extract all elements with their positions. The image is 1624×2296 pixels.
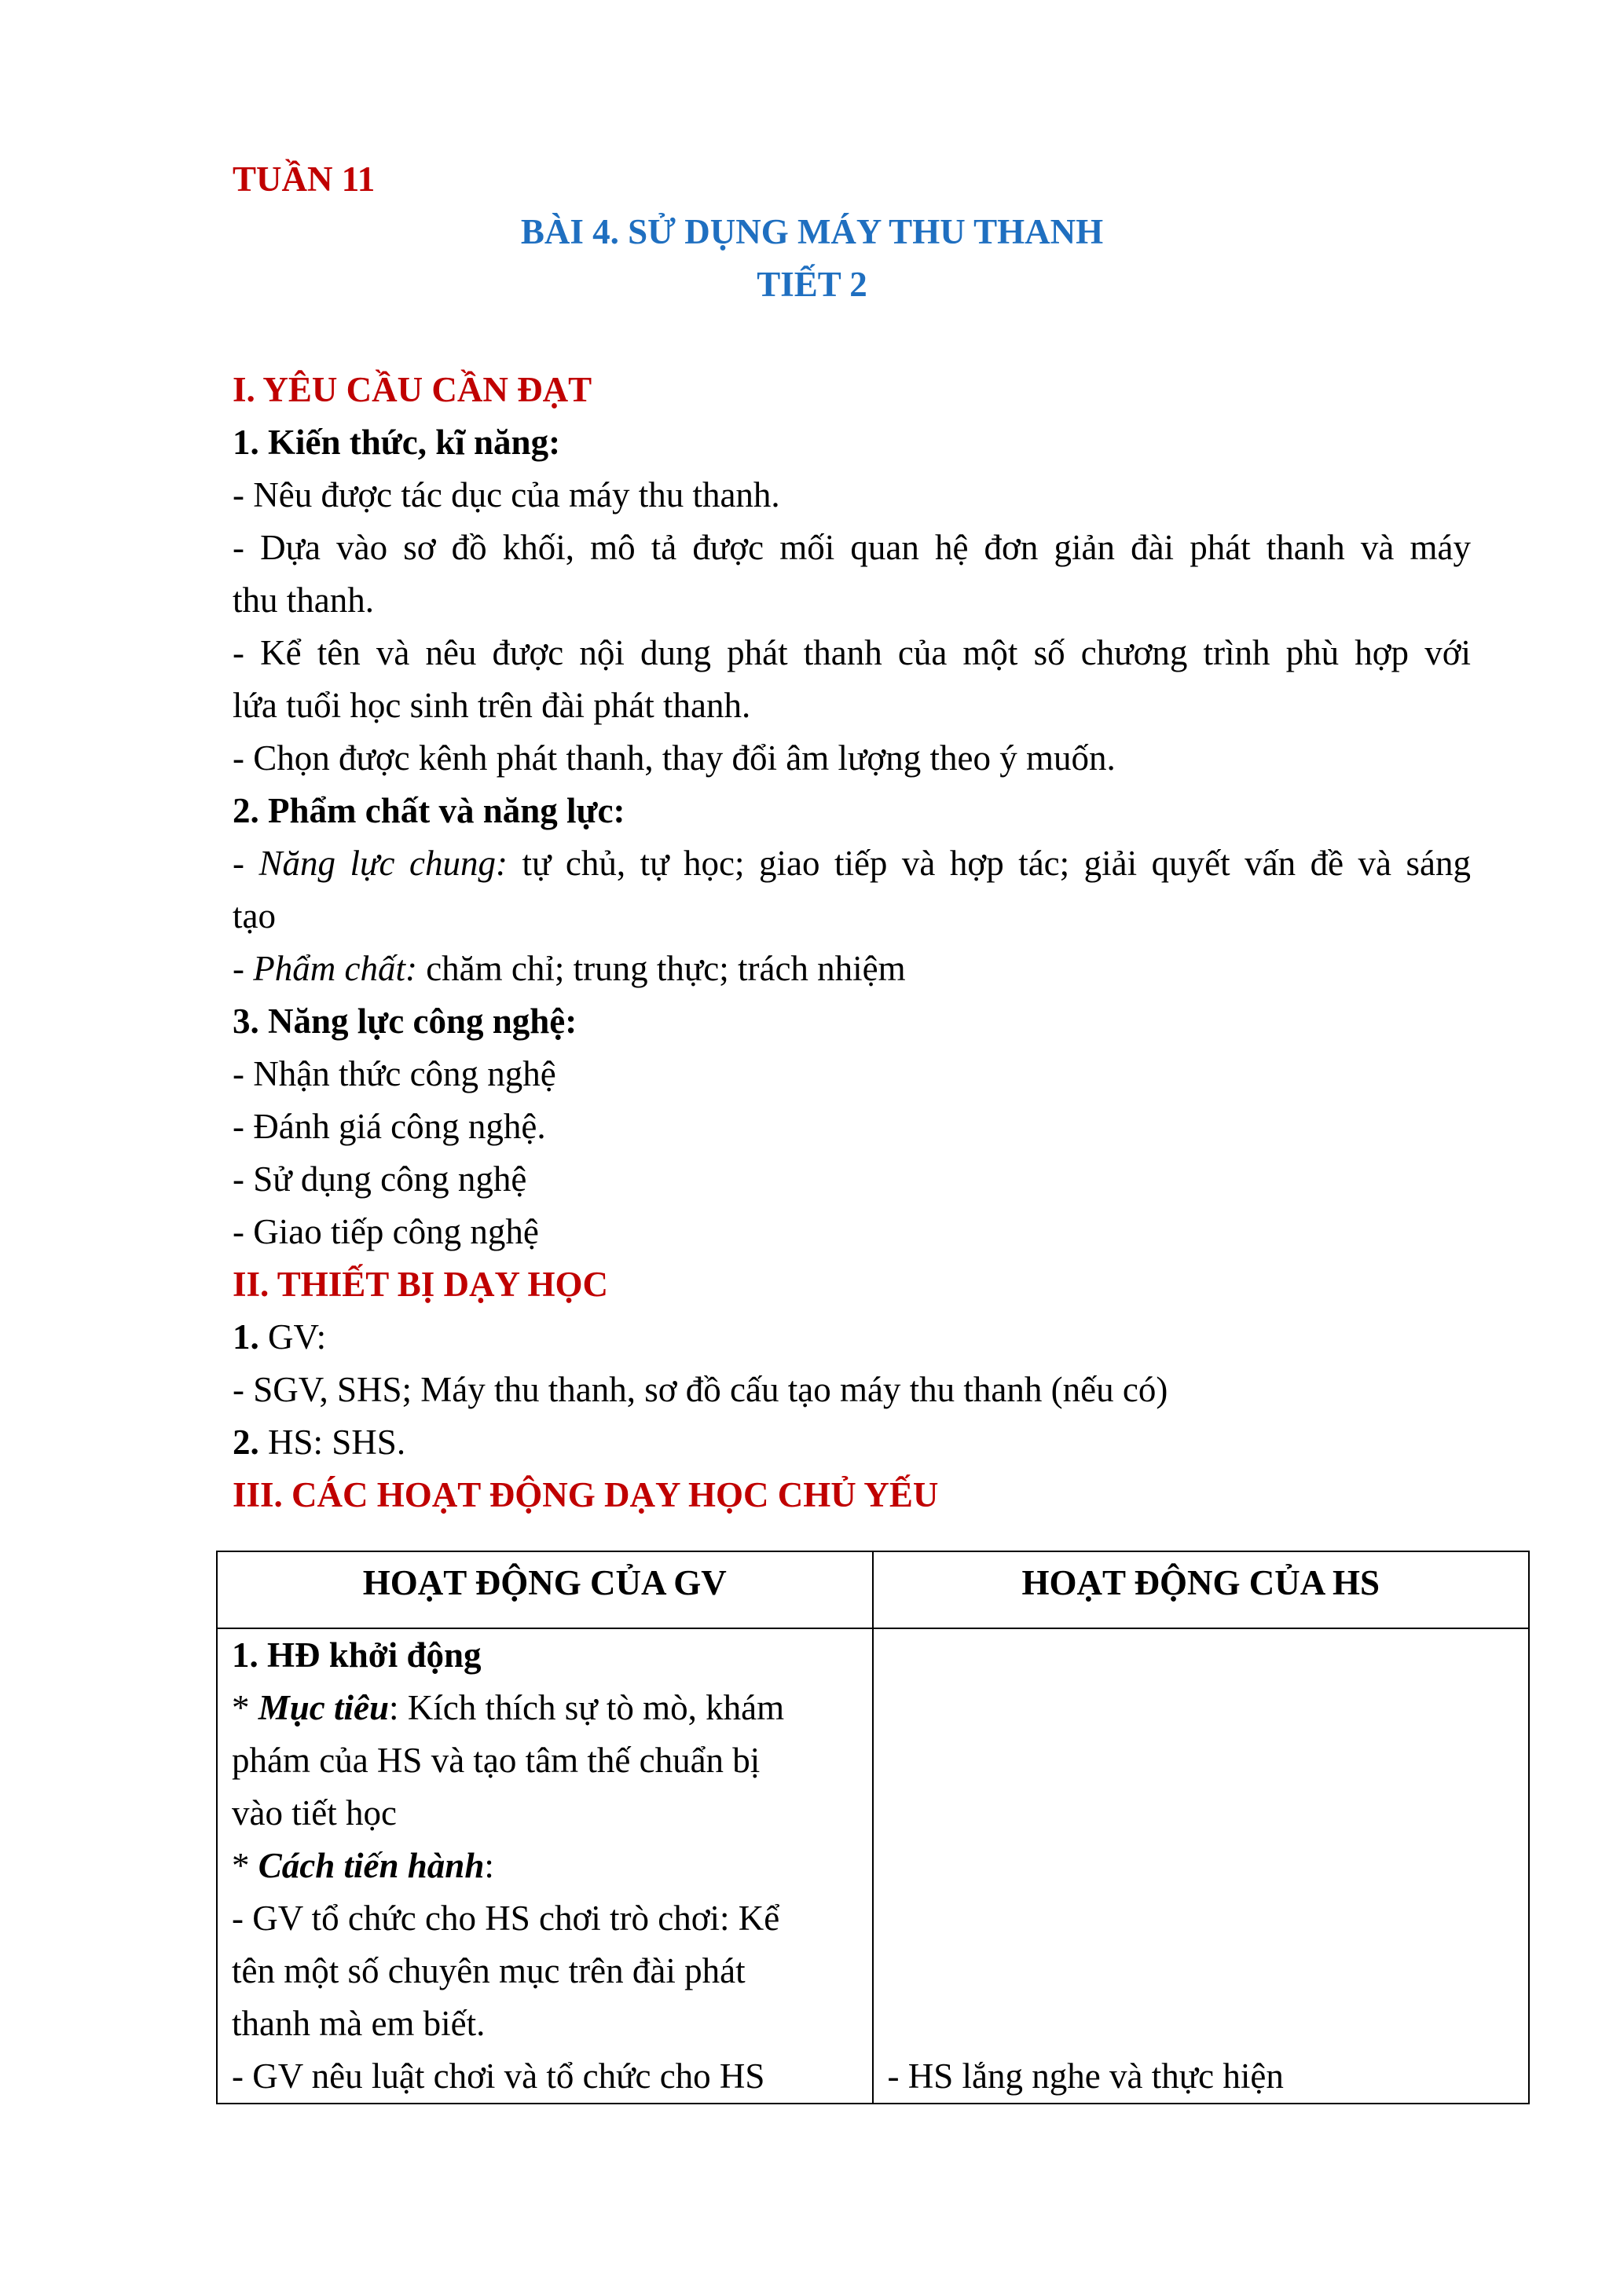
- knowledge-skills-heading: 1. Kiến thức, kĩ năng:: [233, 423, 561, 462]
- step-line: tên một số chuyên mục trên đài phát: [232, 1951, 746, 1990]
- teacher-materials: 1. GV:: [233, 1317, 327, 1357]
- tech-competence-item: - Sử dụng công nghệ: [233, 1159, 527, 1199]
- qualities-heading: 2. Phẩm chất và năng lực:: [233, 791, 625, 830]
- knowledge-item-cont: lứa tuổi học sinh trên đài phát thanh.: [233, 686, 751, 725]
- general-competence-cont: tạo: [233, 896, 276, 936]
- goal-line-cont: vào tiết học: [232, 1793, 397, 1833]
- tech-competence-item: - Giao tiếp công nghệ: [233, 1212, 539, 1251]
- tech-competence-item: - Nhận thức công nghệ: [233, 1054, 556, 1093]
- method-line: * Cách tiến hành:: [232, 1846, 494, 1885]
- teacher-activity-cell: [217, 1628, 873, 2104]
- activity-title: 1. HĐ khởi động: [232, 1635, 482, 1675]
- section-3-heading: III. CÁC HOẠT ĐỘNG DẠY HỌC CHỦ YẾU: [233, 1475, 939, 1514]
- knowledge-item: - Dựa vào sơ đồ khối, mô tả được mối quan hệ đơn giản đài phát thanh và máy: [233, 528, 1471, 567]
- knowledge-item: - Kể tên và nêu được nội dung phát thanh của một số chương trình phù hợp với: [233, 633, 1471, 672]
- quality-line: - Phẩm chất: chăm chỉ; trung thực; trách nhiệm: [233, 949, 906, 988]
- period-title: TIẾT 2: [757, 265, 867, 304]
- goal-line: * Mục tiêu: Kích thích sự tò mò, khám: [232, 1688, 785, 1727]
- student-activity-cell: [873, 1628, 1529, 2104]
- tech-competence-item: - Đánh giá công nghệ.: [233, 1107, 546, 1146]
- knowledge-item-cont: thu thanh.: [233, 580, 374, 620]
- section-1-heading: I. YÊU CẦU CẦN ĐẠT: [233, 370, 592, 409]
- student-materials: 2. HS: SHS.: [233, 1423, 406, 1462]
- step-line: thanh mà em biết.: [232, 2004, 486, 2043]
- goal-line-cont: phám của HS và tạo tâm thế chuẩn bị: [232, 1741, 761, 1780]
- knowledge-item: - Nêu được tác dục của máy thu thanh.: [233, 475, 780, 514]
- general-competence: - Năng lực chung: tự chủ, tự học; giao tiếp và hợp tác; giải quyết vấn đề và sáng: [233, 844, 1472, 883]
- tech-competence-heading: 3. Năng lực công nghệ:: [233, 1002, 577, 1041]
- knowledge-item: - Chọn được kênh phát thanh, thay đổi âm lượng theo ý muốn.: [233, 738, 1116, 778]
- week-label: TUẦN 11: [233, 159, 376, 199]
- table-row: [217, 1628, 1529, 2104]
- table-header-row: [217, 1551, 1529, 1628]
- section-2-heading: II. THIẾT BỊ DẠY HỌC: [233, 1265, 609, 1304]
- activities-table: [216, 1551, 1530, 2104]
- step-line: - GV tổ chức cho HS chơi trò chơi: Kể: [232, 1899, 780, 1938]
- teacher-materials-item: - SGV, SHS; Máy thu thanh, sơ đồ cấu tạo máy thu thanh (nếu có): [233, 1370, 1168, 1409]
- lesson-title: BÀI 4. SỬ DỤNG MÁY THU THANH: [520, 212, 1104, 251]
- col-header-teacher: HOẠT ĐỘNG CỦA GV: [217, 1551, 873, 1628]
- col-header-student: HOẠT ĐỘNG CỦA HS: [873, 1551, 1529, 1628]
- student-response: - HS lắng nghe và thực hiện: [887, 2056, 1284, 2096]
- step-line: - GV nêu luật chơi và tổ chức cho HS: [232, 2056, 765, 2096]
